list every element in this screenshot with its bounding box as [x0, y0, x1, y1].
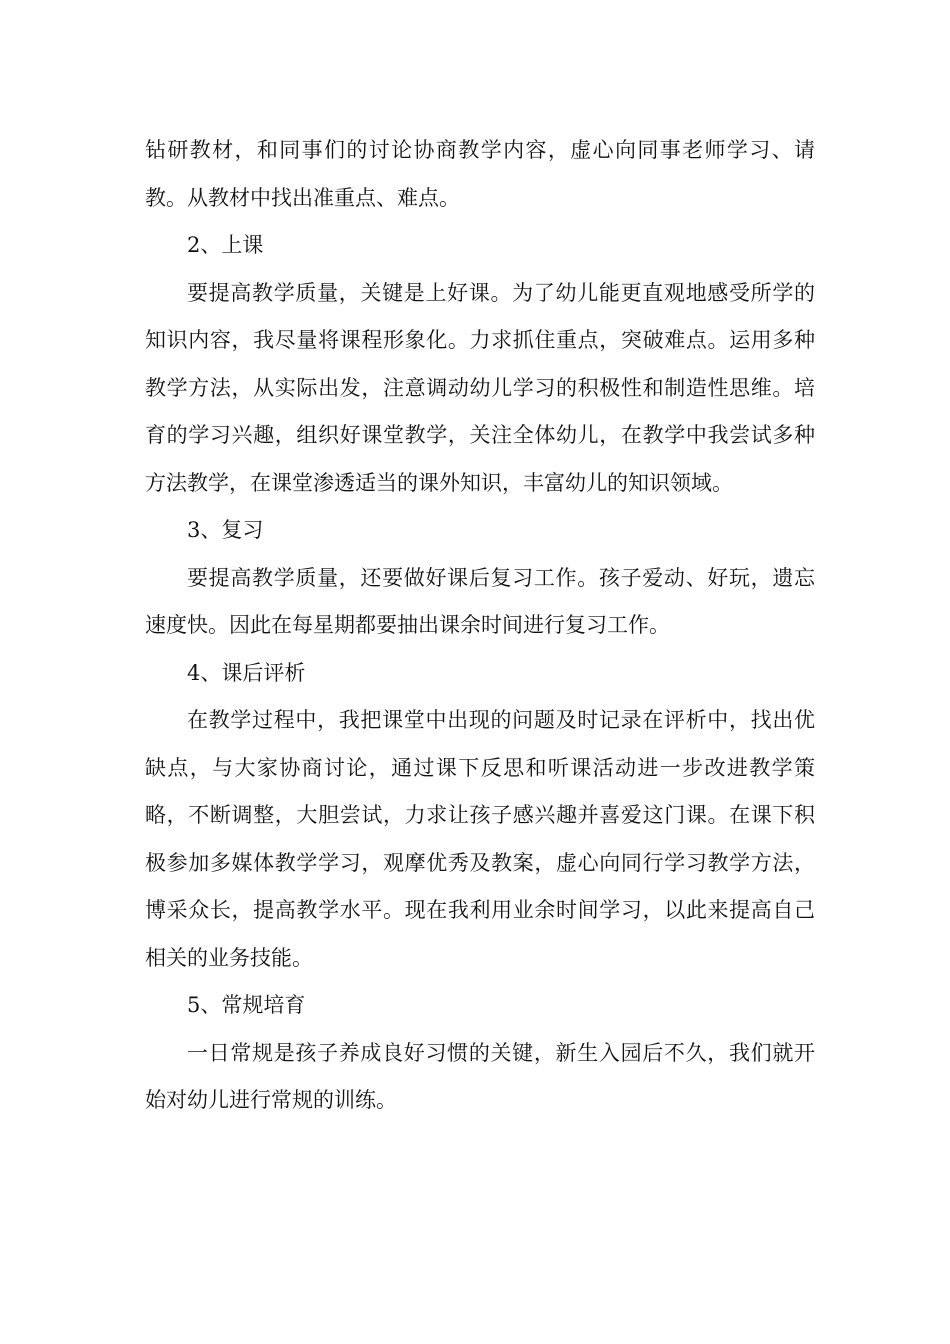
paragraph-continuation: 钻研教材，和同事们的讨论协商教学内容，虚心向同事老师学习、请教。从教材中找出准重点、难点。 — [145, 138, 815, 210]
paragraph-analysis: 在教学过程中，我把课堂中出现的问题及时记录在评析中，找出优缺点，与大家协商讨论，通过课下反思和听课活动进一步改进教学策略，不断调整，大胆尝试，力求让孩子感兴趣并喜爱这门课。在课下积极参加多媒体教学学习，观摩优秀及教案，虚心向同行学习教学方法，博采众长，提高教学水平。现在我利用业余时间学习，以此来提高自己相关的业务技能。 — [145, 708, 815, 970]
paragraph-review: 要提高教学质量，还要做好课后复习工作。孩子爱动、好玩，遗忘速度快。因此在每星期都要抽出课余时间进行复习工作。 — [145, 565, 815, 637]
document-body — [145, 127, 815, 1125]
paragraph-routine: 一日常规是孩子养成良好习惯的关键，新生入园后不久，我们就开始对幼儿进行常规的训练。 — [145, 1040, 815, 1112]
paragraph-lecture: 要提高教学质量，关键是上好课。为了幼儿能更直观地感受所学的知识内容，我尽量将课程形象化。力求抓住重点，突破难点。运用多种教学方法，从实际出发，注意调动幼儿学习的积极性和制造性思维。培育的学习兴趣，组织好课堂教学，关注全体幼儿，在教学中我尝试多种方法教学，在课堂渗透适当的课外知识，丰富幼儿的知识领域。 — [145, 280, 815, 495]
section-heading-lecture: 2、上课 — [187, 233, 264, 257]
section-heading-routine: 5、常规培育 — [187, 993, 306, 1017]
section-heading-analysis: 4、课后评析 — [187, 660, 306, 685]
section-heading-review: 3、复习 — [187, 518, 264, 542]
